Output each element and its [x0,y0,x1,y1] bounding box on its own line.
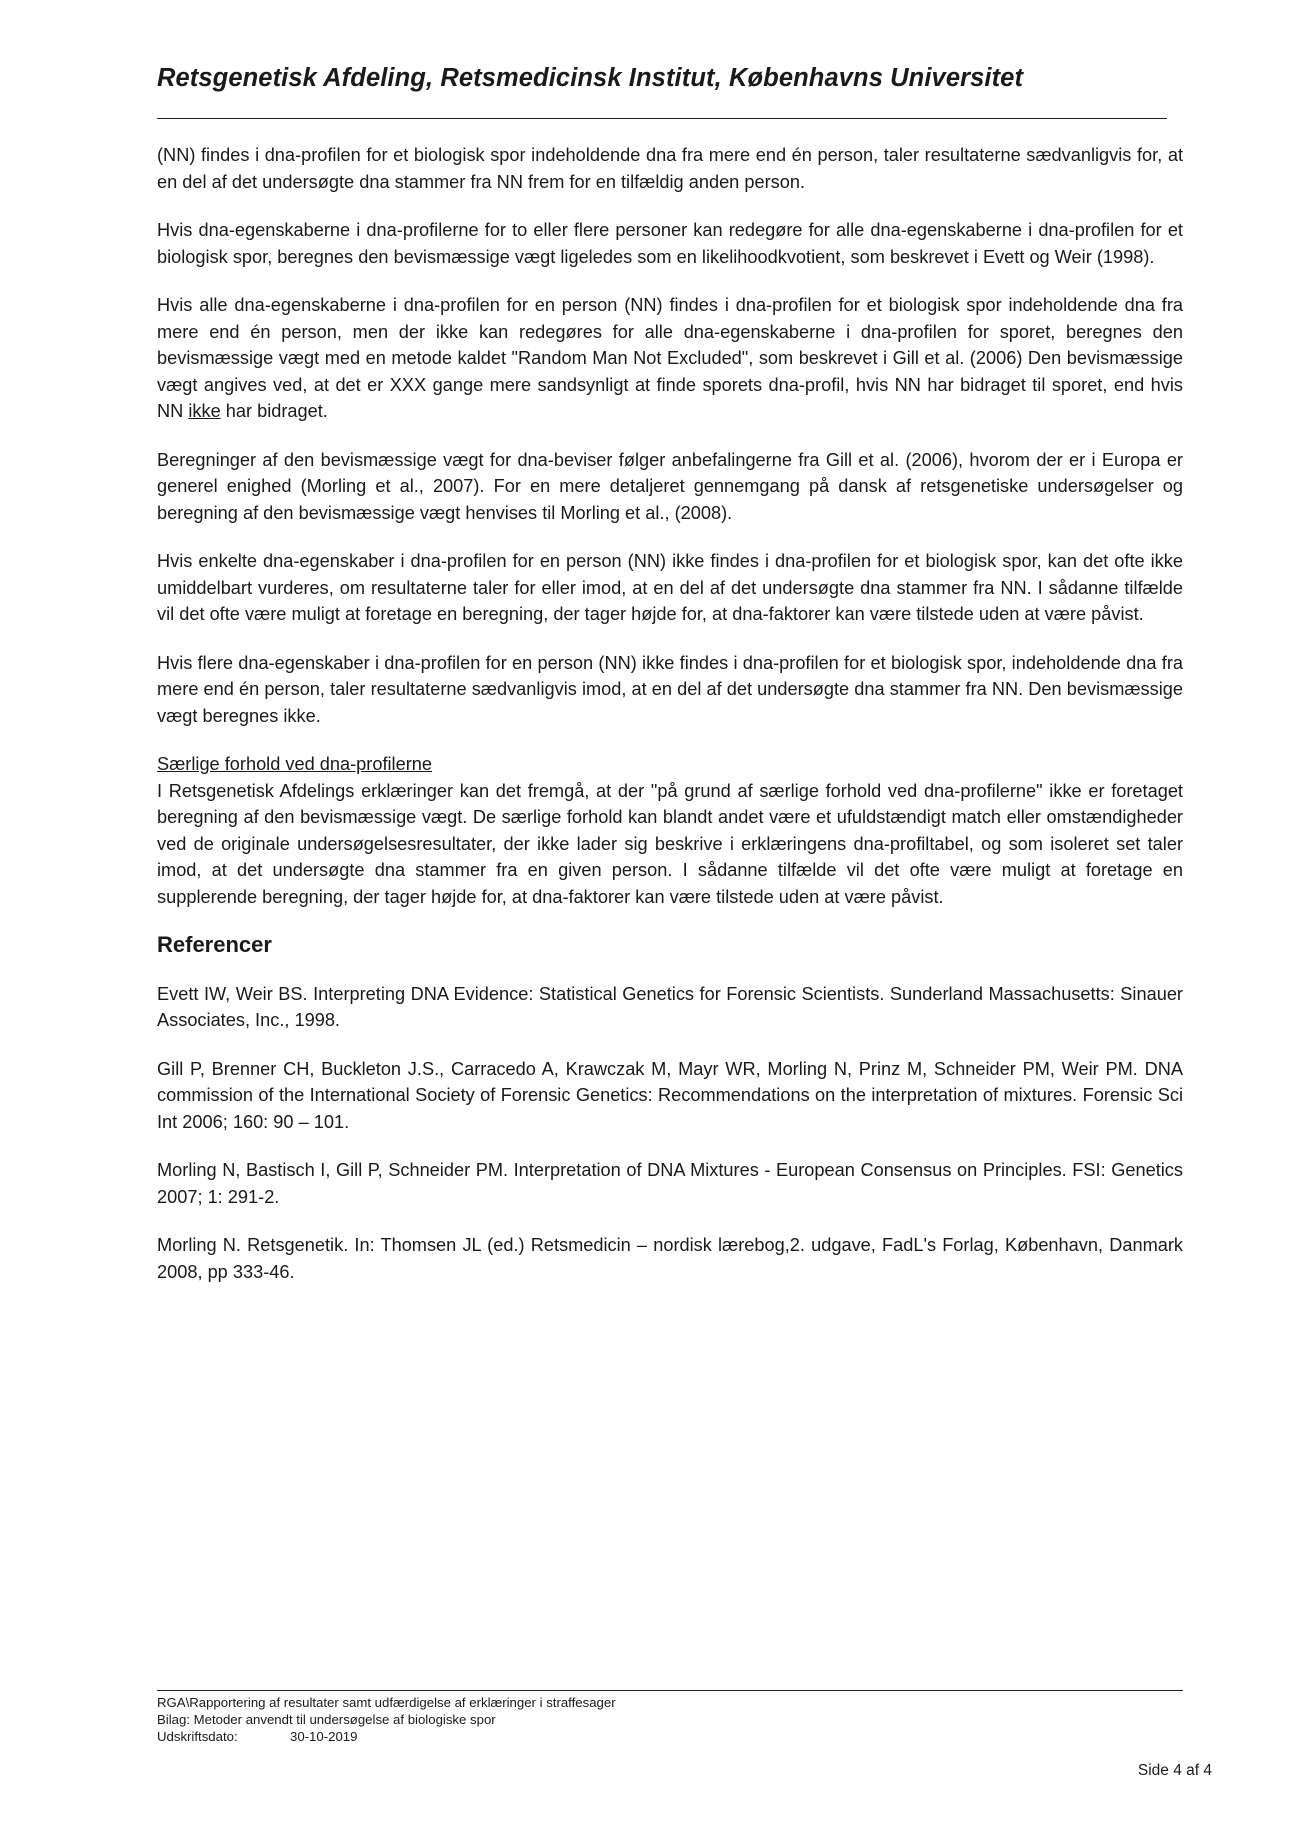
footer-attachment: Bilag: Metoder anvendt til undersøgelse af biologiske spor [157,1712,496,1727]
reference-item: Morling N, Bastisch I, Gill P, Schneider PM. Interpretation of DNA Mixtures - European Consensus on Principles. FSI: Genetics 2007; 1: 291-2. [157,1160,1183,1207]
page-header [157,64,1167,93]
references-heading: Referencer [157,932,272,957]
body-paragraph-3-emphasis: ikke [188,401,221,421]
footer-path: RGA\Rapportering af resultater samt udfærdigelse af erklæringer i straffesager [157,1695,616,1710]
reference-item: Evett IW, Weir BS. Interpreting DNA Evidence: Statistical Genetics for Forensic Scientists. Sunderland Massachusetts: Sinauer Associates, Inc., 1998. [157,983,1183,1030]
header-title: Retsgenetisk Afdeling, Retsmedicinsk Institut, Københavns Universitet [157,64,1024,92]
header-divider [157,118,1167,119]
body-paragraph-2: Hvis dna-egenskaberne i dna-profilerne for to eller flere personer kan redegøre for alle dna-egenskaberne i dna-profilen for et biologisk spor, beregnes den bevismæssige vægt ligeledes som en likelihoodkvotient, som beskrevet i Evett og Weir (1998). [157,220,1183,267]
body-paragraph-6: Hvis flere dna-egenskaber i dna-profilen for en person (NN) ikke findes i dna-profilen for et biologisk spor, indeholdende dna fra mere end én person, taler resultaterne sædvanligvis imod, at en del af det undersøgte dna stammer fra NN. Den bevismæssige vægt beregnes ikke. [157,652,1183,726]
body-paragraph-3-text: Hvis alle dna-egenskaberne i dna-profilen for en person (NN) findes i dna-profilen for et biologisk spor indeholdende dna fra mere end én person, men der ikke kan redegøres for alle dna-egenskaberne i dna-profilen for sporet, beregnes den bevismæssige vægt med en metode kaldet "Random Man Not Excluded", som beskrevet i Gill et al. (2006) Den bevismæssige vægt angives ved, at det er XXX gange mere sandsynligt at finde sporets dna-profil, hvis NN har bidraget til sporet, end hvis NN [157,295,1183,421]
print-date-label: Udskriftsdato: [157,1729,238,1744]
body-paragraph-1: (NN) findes i dna-profilen for et biologisk spor indeholdende dna fra mere end én person, taler resultaterne sædvanligvis for, at en del af det undersøgte dna stammer fra NN frem for en tilfældig anden person. [157,145,1183,192]
footer-print-date [157,1728,616,1745]
special-subheading: Særlige forhold ved dna-profilerne [157,754,432,774]
print-date-value: 30-10-2019 [290,1729,358,1744]
special-paragraph: I Retsgenetisk Afdelings erklæringer kan det fremgå, at der "på grund af særlige forhold ved dna-profilerne" ikke er foretaget beregning af den bevismæssige vægt. De særlige forhold kan blandt andet være et ufuldstændigt match eller omstændigheder ved de originale undersøgelsesresultater, der ikke lader sig beskrive i erklæringens dna-profiltabel, og som isoleret set taler imod, at det undersøgte dna stammer fra en given person. I sådanne tilfælde vil det ofte være muligt at foretage en supplerende beregning, der tager højde for, at dna-faktorer kan være tilstede uden at være påvist. [157,780,1183,907]
page-footer [157,1694,616,1745]
reference-item: Gill P, Brenner CH, Buckleton J.S., Carracedo A, Krawczak M, Mayr WR, Morling N, Prinz M, Schneider PM, Weir PM. DNA commission of the International Society of Forensic Genetics: Recommendations on the interpretation of mixtures. Forensic Sci Int 2006; 160: 90 – 101. [157,1058,1183,1132]
body-paragraph-4: Beregninger af den bevismæssige vægt for dna-beviser følger anbefalingerne fra Gill et al. (2006), hvorom der er i Europa er generel enighed (Morling et al., 2007). For en mere detaljeret gennemgang på dansk af retsgenetiske undersøgelser og beregning af den bevismæssige vægt henvises til Morling et al., (2008). [157,449,1183,523]
body-paragraph-3 [157,292,1183,425]
body-paragraph-5: Hvis enkelte dna-egenskaber i dna-profilen for en person (NN) ikke findes i dna-profilen for et biologisk spor, kan det ofte ikke umiddelbart vurderes, om resultaterne taler for eller imod, at en del af det undersøgte dna stammer fra NN. I sådanne tilfælde vil det ofte være muligt at foretage en beregning, der tager højde for, at dna-faktorer kan være tilstede uden at være påvist. [157,551,1183,624]
reference-item: Morling N. Retsgenetik. In: Thomsen JL (ed.) Retsmedicin – nordisk lærebog,2. udgave, FadL's Forlag, København, Danmark 2008, pp 333-46. [157,1235,1183,1282]
special-section [157,751,1183,910]
footer-divider [157,1690,1183,1691]
body-paragraph-3-end: har bidraget. [220,401,328,421]
document-body [157,142,1183,1307]
page-number: Side 4 af 4 [1137,1762,1212,1779]
